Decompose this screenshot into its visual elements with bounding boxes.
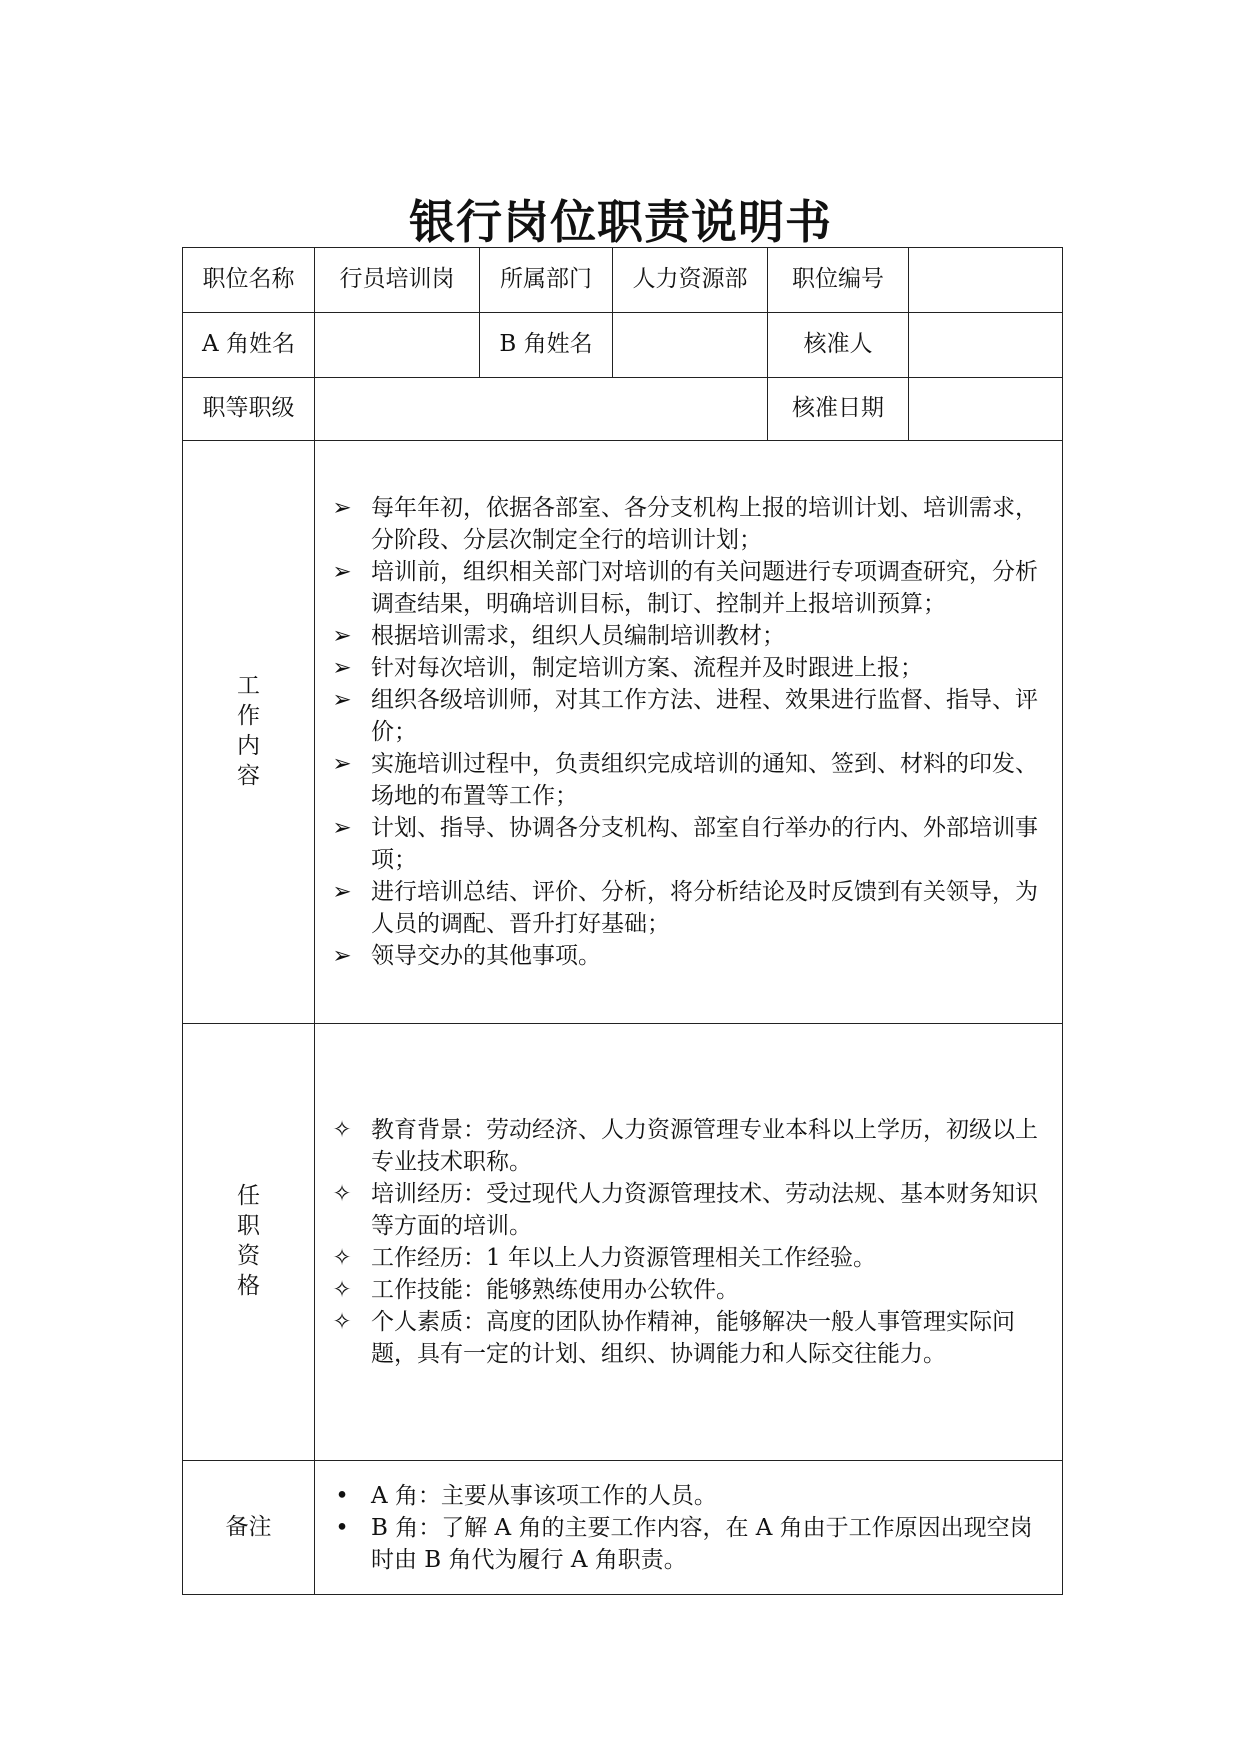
diamond-bullet-icon: ✧: [332, 1117, 352, 1143]
position-code-label: 职位编号: [768, 248, 909, 313]
row-remarks: [183, 1461, 1063, 1595]
remarks-list: [315, 1480, 1062, 1576]
work-content-label: 工 作 内 容: [183, 441, 315, 1024]
remarks-cell: [315, 1461, 1063, 1595]
work-duty-item-text: 组织各级培训师，对其工作方法、进程、效果进行监督、指导、评价；: [371, 687, 1038, 745]
approve-date-value: [909, 378, 1063, 441]
diamond-bullet-icon: ✧: [332, 1277, 352, 1303]
work-content-cell: [315, 441, 1063, 1024]
work-duty-item-text: 每年年初，依据各部室、各分支机构上报的培训计划、培训需求，分阶段、分层次制定全行的培训计划；: [371, 495, 1038, 553]
position-name-value: 行员培训岗: [315, 248, 480, 313]
approver-value: [909, 313, 1063, 378]
department-label: 所属部门: [480, 248, 613, 313]
grade-label: 职等职级: [183, 378, 315, 441]
diamond-bullet-icon: ✧: [332, 1309, 352, 1335]
b-name-label: B 角姓名: [480, 313, 613, 378]
qualification-item-text: 教育背景：劳动经济、人力资源管理专业本科以上学历，初级以上专业技术职称。: [371, 1117, 1038, 1175]
arrow-bullet-icon: ➢: [332, 751, 352, 777]
work-duty-item: [327, 876, 1052, 940]
arrow-bullet-icon: ➢: [332, 655, 352, 681]
department-value: 人力资源部: [613, 248, 768, 313]
work-duty-item-text: 培训前，组织相关部门对培训的有关问题进行专项调查研究，分析调查结果，明确培训目标，制订、控制并上报培训预算；: [371, 559, 1038, 617]
work-duty-item: [327, 652, 1052, 684]
qualification-cell: [315, 1024, 1063, 1461]
grade-value: [315, 378, 768, 441]
arrow-bullet-icon: ➢: [332, 879, 352, 905]
a-name-label: A 角姓名: [183, 313, 315, 378]
qualification-item: [327, 1274, 1052, 1306]
remarks-label: 备注: [183, 1461, 315, 1595]
diamond-bullet-icon: ✧: [332, 1245, 352, 1271]
approve-date-label: 核准日期: [768, 378, 909, 441]
position-code-value: [909, 248, 1063, 313]
work-duty-item: [327, 556, 1052, 620]
qualification-item: [327, 1178, 1052, 1242]
qualification-item-text: 培训经历：受过现代人力资源管理技术、劳动法规、基本财务知识等方面的培训。: [371, 1181, 1038, 1239]
remark-item-text: B 角：了解 A 角的主要工作内容，在 A 角由于工作原因出现空岗时由 B 角代为履行 A 角职责。: [371, 1514, 1033, 1573]
work-duty-item: [327, 940, 1052, 972]
work-duty-item-text: 实施培训过程中，负责组织完成培训的通知、签到、材料的印发、场地的布置等工作；: [371, 751, 1038, 809]
work-duty-item-text: 根据培训需求，组织人员编制培训教材；: [371, 623, 785, 649]
qualification-item-text: 个人素质：高度的团队协作精神，能够解决一般人事管理实际问题，具有一定的计划、组织、协调能力和人际交往能力。: [371, 1309, 1015, 1367]
arrow-bullet-icon: ➢: [332, 495, 352, 521]
work-duty-item-text: 进行培训总结、评价、分析，将分析结论及时反馈到有关领导，为人员的调配、晋升打好基础；: [371, 879, 1038, 937]
row-position-info: [183, 248, 1063, 313]
arrow-bullet-icon: ➢: [332, 559, 352, 585]
qualification-item: [327, 1114, 1052, 1178]
qualification-label: 任 职 资 格: [183, 1024, 315, 1461]
diamond-bullet-icon: ✧: [332, 1181, 352, 1207]
qualification-item-text: 工作经历：1 年以上人力资源管理相关工作经验。: [371, 1245, 876, 1271]
approver-label: 核准人: [768, 313, 909, 378]
remark-item-text: A 角：主要从事该项工作的人员。: [371, 1482, 717, 1509]
work-duty-item-text: 领导交办的其他事项。: [371, 943, 601, 969]
b-name-value: [613, 313, 768, 378]
dot-bullet-icon: •: [335, 1482, 349, 1509]
qualification-list: [315, 1114, 1062, 1370]
arrow-bullet-icon: ➢: [332, 815, 352, 841]
row-work-content: [183, 441, 1063, 1024]
row-grade: [183, 378, 1063, 441]
arrow-bullet-icon: ➢: [332, 943, 352, 969]
work-duty-item: [327, 748, 1052, 812]
work-duty-item-text: 计划、指导、协调各分支机构、部室自行举办的行内、外部培训事项；: [371, 815, 1038, 873]
work-duty-item: [327, 684, 1052, 748]
arrow-bullet-icon: ➢: [332, 687, 352, 713]
remark-item: [327, 1512, 1052, 1576]
a-name-value: [315, 313, 480, 378]
work-duty-item: [327, 492, 1052, 556]
qualification-item: [327, 1242, 1052, 1274]
remark-item: [327, 1480, 1052, 1512]
arrow-bullet-icon: ➢: [332, 623, 352, 649]
row-names: [183, 313, 1063, 378]
work-duty-item-text: 针对每次培训，制定培训方案、流程并及时跟进上报；: [371, 655, 923, 681]
work-duty-item: [327, 620, 1052, 652]
dot-bullet-icon: •: [335, 1514, 349, 1541]
position-name-label: 职位名称: [183, 248, 315, 313]
work-duty-list: [315, 492, 1062, 972]
qualification-item-text: 工作技能：能够熟练使用办公软件。: [371, 1277, 739, 1303]
document-title: 银行岗位职责说明书: [409, 195, 832, 249]
row-qualification: [183, 1024, 1063, 1461]
job-description-table: [182, 247, 1063, 1595]
work-duty-item: [327, 812, 1052, 876]
qualification-item: [327, 1306, 1052, 1370]
